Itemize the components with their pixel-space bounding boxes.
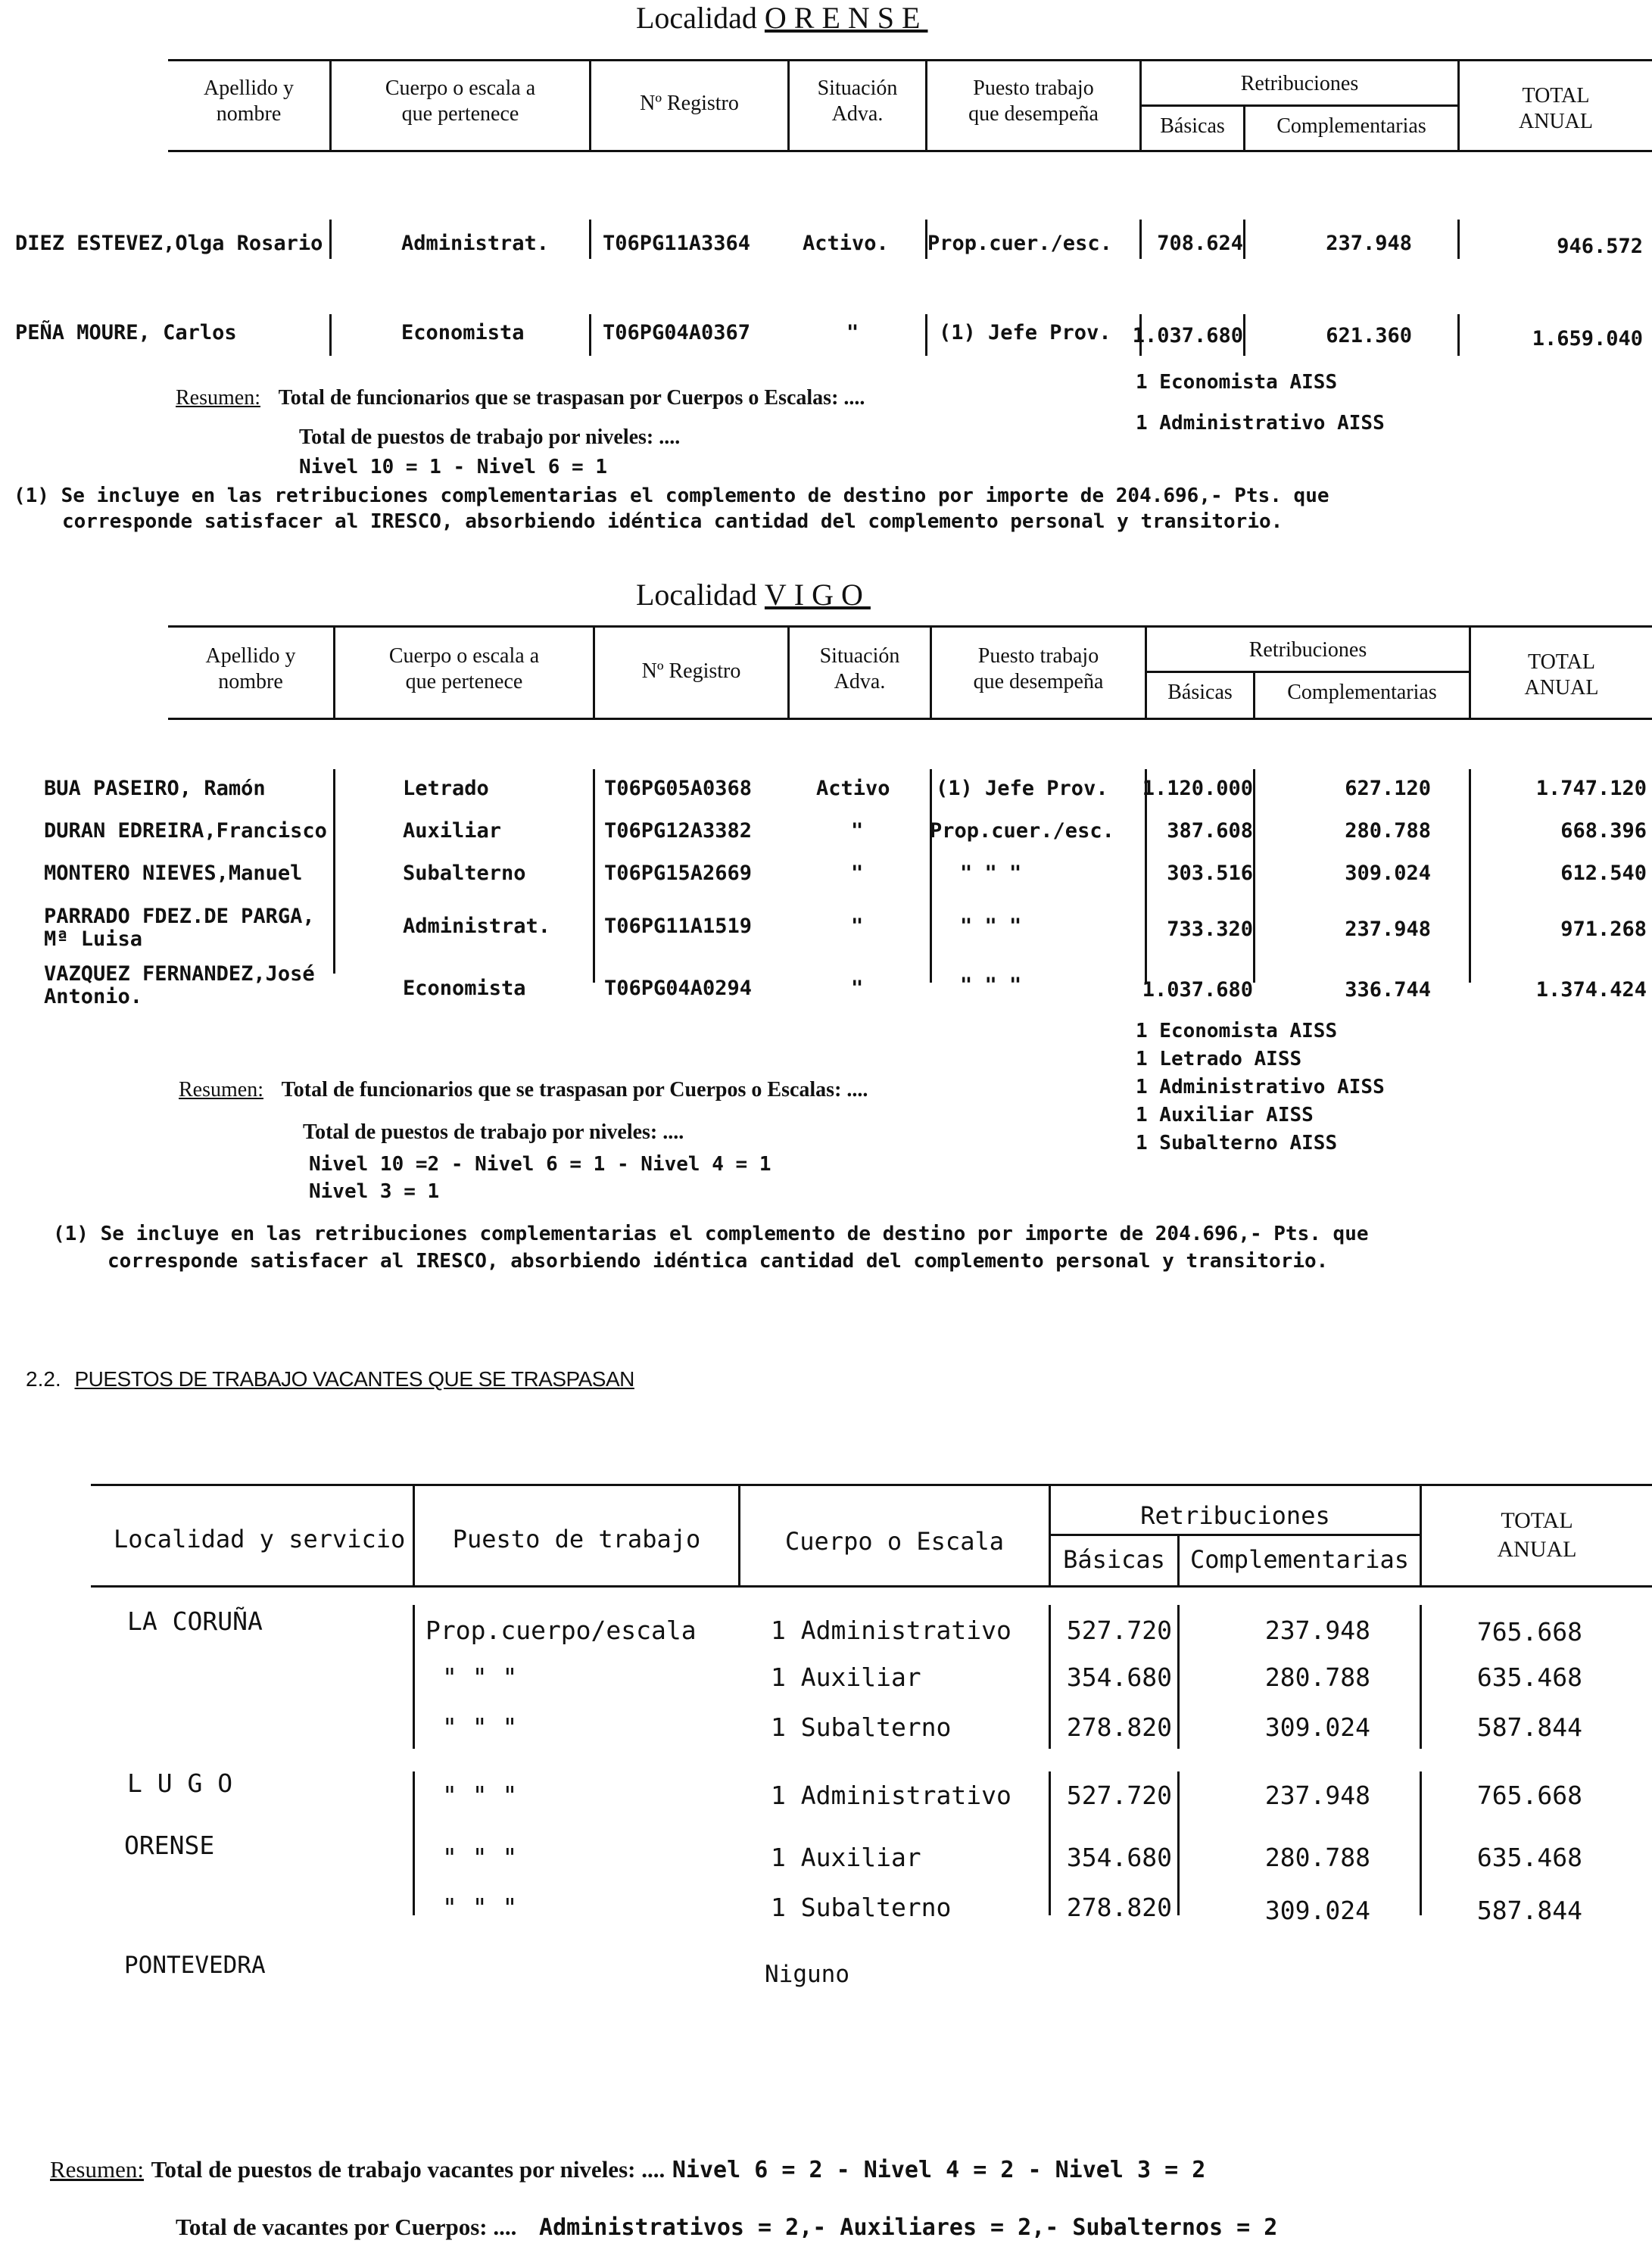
- vigo-header-retribuciones: Retribuciones: [1248, 638, 1367, 662]
- aiss-item: 1 Subalterno AISS: [1136, 1132, 1338, 1154]
- header-line: ANUAL: [1524, 676, 1599, 700]
- orense-retrib-rule: [1139, 104, 1457, 107]
- header-line: que desempeña: [973, 670, 1104, 693]
- resumen-line: Total de puestos de trabajo vacantes por niveles: ....: [151, 2156, 665, 2183]
- resumen-label: Resumen:: [176, 386, 260, 410]
- cell-cuerpo: Auxiliar: [403, 819, 502, 843]
- vigo-row-sep: [593, 769, 595, 983]
- header-line: Apellido y: [204, 76, 294, 100]
- vigo-resumen: [179, 1078, 868, 1102]
- aiss-item: 1 Administrativo AISS: [1136, 1076, 1385, 1098]
- orense-aiss-list: [1136, 362, 1385, 444]
- cell-nombre: BUA PASEIRO, Ramón: [44, 777, 266, 800]
- cell-cuerpo: 1 Subalterno: [771, 1893, 952, 1922]
- cell-complementarias: 280.788: [1345, 819, 1431, 843]
- vigo-header-total: [1471, 650, 1652, 701]
- pontevedra-label: PONTEVEDRA: [124, 1952, 266, 1979]
- cell-total: 946.572: [1557, 235, 1643, 258]
- vacantes-row-sep: [1177, 1771, 1180, 1915]
- orense-header-total: [1460, 83, 1652, 135]
- cell-cuerpo: 1 Auxiliar: [771, 1662, 921, 1692]
- vigo-header-apellido: [168, 643, 333, 695]
- cell-registro: T06PG04A0294: [604, 977, 753, 1000]
- cell-cuerpo: Economista: [401, 321, 525, 344]
- cell-puesto: " " ": [442, 1712, 518, 1742]
- orense-footnote: [14, 483, 1329, 534]
- cell-total: 1.374.424: [1535, 978, 1647, 1002]
- resumen-label: Resumen:: [50, 2156, 144, 2183]
- orense-header-rule: [168, 150, 1652, 152]
- cell-puesto: " " ": [442, 1843, 518, 1872]
- orense-row-sep: [1457, 314, 1460, 356]
- vigo-header-complementarias: Complementarias: [1287, 681, 1437, 704]
- resumen-label: Resumen:: [179, 1078, 263, 1102]
- header-line: que pertenece: [401, 102, 519, 126]
- cell-nombre: MONTERO NIEVES,Manuel: [44, 862, 303, 885]
- cell-total: 765.668: [1476, 1781, 1582, 1810]
- cell-total: 1.747.120: [1535, 777, 1647, 800]
- orense-header-puesto: [927, 76, 1139, 127]
- vigo-header-cuerpo: [335, 643, 593, 695]
- cell-total: 635.468: [1476, 1662, 1582, 1692]
- cell-registro: T06PG12A3382: [604, 819, 753, 843]
- cell-puesto: Prop.cuer./esc.: [930, 819, 1114, 843]
- orense-row-sep: [1243, 314, 1245, 356]
- cell-cuerpo: Administrat.: [403, 915, 551, 938]
- nombre-line: VAZQUEZ FERNANDEZ,José: [44, 962, 315, 986]
- orense-row-sep: [1457, 220, 1460, 259]
- cell-nombre: [44, 905, 315, 951]
- header-line: nombre: [216, 102, 282, 126]
- cell-puesto: " " ": [442, 1781, 518, 1810]
- header-line: Puesto trabajo: [973, 76, 1094, 100]
- orense-title-prefix: Localidad: [636, 1, 757, 35]
- vacantes-row-sep: [1420, 1771, 1422, 1915]
- vacantes-resumen-line1: [50, 2156, 1205, 2183]
- orense-header-complementarias: Complementarias: [1276, 114, 1426, 138]
- orense-header-retribuciones: Retribuciones: [1240, 72, 1359, 95]
- cell-situacion: ": [851, 915, 864, 938]
- aiss-item: 1 Administrativo AISS: [1136, 412, 1385, 435]
- header-line: Puesto trabajo: [977, 644, 1099, 668]
- cell-complementarias: 237.948: [1264, 1616, 1370, 1645]
- cell-complementarias: 237.948: [1264, 1781, 1370, 1810]
- cell-complementarias: 280.788: [1264, 1662, 1370, 1692]
- vigo-row-sep: [1253, 769, 1255, 983]
- cell-basicas: 1.037.680: [1142, 978, 1253, 1002]
- vigo-row-sep: [930, 769, 932, 983]
- cell-registro: T06PG11A3364: [603, 232, 751, 255]
- cell-situacion: ": [851, 862, 864, 885]
- nombre-line: Antonio.: [44, 985, 143, 1008]
- cell-puesto: (1) Jefe Prov.: [939, 321, 1111, 344]
- orense-row-sep: [925, 314, 927, 356]
- orense-header-registro: Nº Registro: [640, 92, 739, 115]
- vigo-row-sep: [1469, 769, 1471, 983]
- header-line: que desempeña: [968, 102, 1099, 126]
- vacantes-row-sep: [1420, 1605, 1422, 1749]
- header-line: Cuerpo o escala a: [385, 76, 536, 100]
- cell-complementarias: 336.744: [1345, 978, 1431, 1002]
- cell-localidad: L U G O: [127, 1768, 233, 1798]
- footnote-line: corresponde satisfacer al IRESCO, absorbiendo idéntica cantidad del complemento personal y transitorio.: [108, 1250, 1329, 1273]
- cell-basicas: 387.608: [1167, 819, 1253, 843]
- cell-cuerpo: Letrado: [403, 777, 489, 800]
- cell-complementarias: 627.120: [1345, 777, 1431, 800]
- vigo-table-top-rule: [168, 625, 1652, 628]
- cell-registro: T06PG04A0367: [603, 321, 751, 344]
- cell-total: 1.659.040: [1532, 327, 1643, 351]
- cell-puesto: Prop.cuer./esc.: [927, 232, 1112, 255]
- orense-resumen: [176, 386, 865, 410]
- footnote-line: corresponde satisfacer al IRESCO, absorbiendo idéntica cantidad del complemento personal y transitorio.: [62, 510, 1283, 533]
- cell-registro: T06PG05A0368: [604, 777, 753, 800]
- cell-basicas: 303.516: [1167, 862, 1253, 885]
- header-line: Adva.: [831, 102, 884, 126]
- cell-nombre: PEÑA MOURE, Carlos: [15, 321, 237, 344]
- resumen-line: Nivel 3 = 1: [309, 1180, 440, 1203]
- cell-puesto: (1) Jefe Prov.: [936, 777, 1108, 800]
- cell-puesto: " " ": [960, 974, 1022, 997]
- section-heading: [26, 1367, 634, 1391]
- cell-basicas: 1.120.000: [1142, 777, 1253, 800]
- cell-complementarias: 237.948: [1345, 918, 1431, 941]
- vacantes-header-puesto: Puesto de trabajo: [452, 1525, 701, 1553]
- cell-puesto: " " ": [960, 915, 1022, 938]
- cell-total: 668.396: [1560, 819, 1647, 843]
- cell-nombre: [44, 963, 315, 1008]
- vacantes-header-rule: [91, 1585, 1652, 1588]
- cell-basicas: 278.820: [1066, 1893, 1172, 1922]
- ninguno-label: Niguno: [765, 1961, 849, 1988]
- cell-cuerpo: Economista: [403, 977, 526, 1000]
- cell-cuerpo: Administrat.: [401, 232, 550, 255]
- section-title: PUESTOS DE TRABAJO VACANTES QUE SE TRASPASAN: [74, 1367, 634, 1391]
- aiss-item: 1 Economista AISS: [1136, 1020, 1338, 1042]
- vigo-resumen-nivel-values: [309, 1151, 771, 1205]
- cell-basicas: 527.720: [1066, 1781, 1172, 1810]
- header-line: Adva.: [834, 670, 886, 693]
- cell-basicas: 354.680: [1066, 1843, 1172, 1872]
- cell-basicas: 733.320: [1167, 918, 1253, 941]
- cell-cuerpo: 1 Auxiliar: [771, 1843, 921, 1872]
- vacantes-row-sep: [413, 1605, 415, 1749]
- vacantes-header-total: [1422, 1507, 1652, 1564]
- cell-total: 587.844: [1476, 1712, 1582, 1742]
- header-line: ANUAL: [1519, 110, 1593, 133]
- cell-nombre: DIEZ ESTEVEZ,Olga Rosario: [15, 232, 323, 255]
- cell-nombre: DURAN EDREIRA,Francisco: [44, 819, 327, 843]
- vigo-header-puesto: [932, 643, 1145, 695]
- vigo-title-place: VIGO: [764, 578, 871, 612]
- section-number: 2.2.: [26, 1367, 61, 1391]
- resumen-line: Total de funcionarios que se traspasan por Cuerpos o Escalas: ....: [278, 386, 865, 410]
- header-line: Cuerpo o escala a: [388, 644, 540, 668]
- cell-basicas: 1.037.680: [1132, 324, 1243, 347]
- vigo-title-prefix: Localidad: [636, 578, 757, 612]
- vacantes-top-rule: [91, 1484, 1652, 1486]
- header-line: TOTAL: [1527, 650, 1595, 674]
- header-line: nombre: [218, 670, 283, 693]
- cell-complementarias: 309.024: [1264, 1896, 1370, 1925]
- header-line: Apellido y: [205, 644, 296, 668]
- footnote-line: (1) Se incluye en las retribuciones complementarias el complemento de destino por importe de 204.696,- Pts. que: [53, 1223, 1369, 1245]
- nombre-line: PARRADO FDEZ.DE PARGA,: [44, 905, 315, 928]
- header-line: ANUAL: [1497, 1537, 1577, 1562]
- aiss-item: 1 Auxiliar AISS: [1136, 1104, 1314, 1126]
- resumen-line: Nivel 10 =2 - Nivel 6 = 1 - Nivel 4 = 1: [309, 1153, 771, 1176]
- header-line: TOTAL: [1522, 84, 1590, 108]
- orense-row-sep: [589, 314, 591, 356]
- orense-table-top-rule: [168, 59, 1652, 61]
- cell-complementarias: 280.788: [1264, 1843, 1370, 1872]
- orense-row-sep: [1243, 220, 1245, 259]
- cell-registro: T06PG11A1519: [604, 915, 753, 938]
- footnote-line: (1) Se incluye en las retribuciones complementarias el complemento de destino por importe de 204.696,- Pts. que: [14, 485, 1329, 507]
- orense-header-situacion: [790, 76, 925, 127]
- cell-basicas: 354.680: [1066, 1662, 1172, 1692]
- cell-complementarias: 309.024: [1264, 1712, 1370, 1742]
- cell-complementarias: 237.948: [1326, 232, 1412, 255]
- vigo-header-basicas: Básicas: [1167, 681, 1233, 704]
- vigo-header-registro: Nº Registro: [641, 659, 741, 683]
- vigo-header-situacion: [790, 643, 930, 695]
- vigo-title: [636, 577, 871, 612]
- resumen-values: Administrativos = 2,- Auxiliares = 2,- Subalternos = 2: [539, 2214, 1278, 2241]
- orense-resumen-nivel-values: Nivel 10 = 1 - Nivel 6 = 1: [299, 456, 607, 478]
- vacantes-row-sep: [1177, 1605, 1180, 1749]
- vacantes-retrib-rule: [1049, 1534, 1420, 1536]
- orense-header-apellido: [168, 76, 329, 127]
- vacantes-resumen-line2: [176, 2214, 1277, 2241]
- vacantes-header-retribuciones: Retribuciones: [1140, 1501, 1330, 1530]
- cell-puesto: " " ": [442, 1893, 518, 1922]
- header-line: TOTAL: [1501, 1508, 1573, 1533]
- orense-header-cuerpo: [332, 76, 589, 127]
- cell-localidad: ORENSE: [124, 1831, 215, 1860]
- header-line: Situación: [817, 76, 898, 100]
- cell-total: 971.268: [1560, 918, 1647, 941]
- cell-total: 635.468: [1476, 1843, 1582, 1872]
- cell-localidad: LA CORUÑA: [127, 1606, 263, 1636]
- vacantes-header-basicas: Básicas: [1063, 1545, 1165, 1574]
- resumen-line: Total de vacantes por Cuerpos: ....: [176, 2214, 517, 2240]
- cell-cuerpo: 1 Subalterno: [771, 1712, 952, 1742]
- vigo-row-sep: [333, 769, 335, 974]
- cell-cuerpo: 1 Administrativo: [771, 1781, 1011, 1810]
- cell-total: 765.668: [1476, 1617, 1582, 1647]
- cell-basicas: 527.720: [1066, 1616, 1172, 1645]
- cell-registro: T06PG15A2669: [604, 862, 753, 885]
- vigo-retrib-rule: [1145, 671, 1470, 673]
- cell-basicas: 708.624: [1157, 232, 1243, 255]
- cell-situacion: ": [851, 819, 864, 843]
- resumen-line: Total de funcionarios que se traspasan por Cuerpos o Escalas: ....: [281, 1078, 868, 1102]
- orense-row-sep: [589, 220, 591, 259]
- vigo-resumen-niveles: Total de puestos de trabajo por niveles: ....: [303, 1120, 684, 1144]
- vacantes-header-complementarias: Complementarias: [1190, 1545, 1409, 1574]
- vacantes-row-sep: [413, 1771, 415, 1915]
- cell-cuerpo: 1 Administrativo: [771, 1616, 1011, 1645]
- vacantes-header-localidad: Localidad y servicio: [114, 1525, 406, 1553]
- cell-basicas: 278.820: [1066, 1712, 1172, 1742]
- resumen-values: Nivel 6 = 2 - Nivel 4 = 2 - Nivel 3 = 2: [672, 2157, 1206, 2183]
- cell-total: 612.540: [1560, 862, 1647, 885]
- aiss-item: 1 Economista AISS: [1136, 371, 1338, 394]
- cell-cuerpo: Subalterno: [403, 862, 526, 885]
- orense-row-sep: [329, 220, 332, 259]
- orense-title: [636, 0, 928, 36]
- cell-situacion: Activo: [816, 777, 890, 800]
- vigo-footnote: [53, 1220, 1369, 1275]
- cell-situacion: Activo.: [803, 232, 889, 255]
- cell-complementarias: 621.360: [1326, 324, 1412, 347]
- vigo-aiss-list: [1136, 1017, 1385, 1158]
- orense-row-sep: [329, 314, 332, 356]
- header-line: que pertenece: [405, 670, 523, 693]
- aiss-item: 1 Letrado AISS: [1136, 1048, 1302, 1070]
- vigo-header-rule: [168, 718, 1652, 720]
- header-line: Situación: [819, 644, 900, 668]
- cell-complementarias: 309.024: [1345, 862, 1431, 885]
- cell-total: 587.844: [1476, 1896, 1582, 1925]
- nombre-line: Mª Luisa: [44, 927, 143, 951]
- cell-situacion: ": [846, 321, 859, 344]
- cell-situacion: ": [851, 977, 864, 1000]
- vacantes-header-cuerpo: Cuerpo o Escala: [785, 1527, 1004, 1556]
- cell-puesto: " " ": [442, 1662, 518, 1692]
- cell-puesto: Prop.cuerpo/escala: [425, 1616, 697, 1645]
- cell-puesto: " " ": [960, 862, 1022, 885]
- orense-header-basicas: Básicas: [1160, 114, 1225, 138]
- orense-title-place: ORENSE: [764, 1, 928, 35]
- orense-resumen-niveles: Total de puestos de trabajo por niveles: ....: [299, 425, 681, 449]
